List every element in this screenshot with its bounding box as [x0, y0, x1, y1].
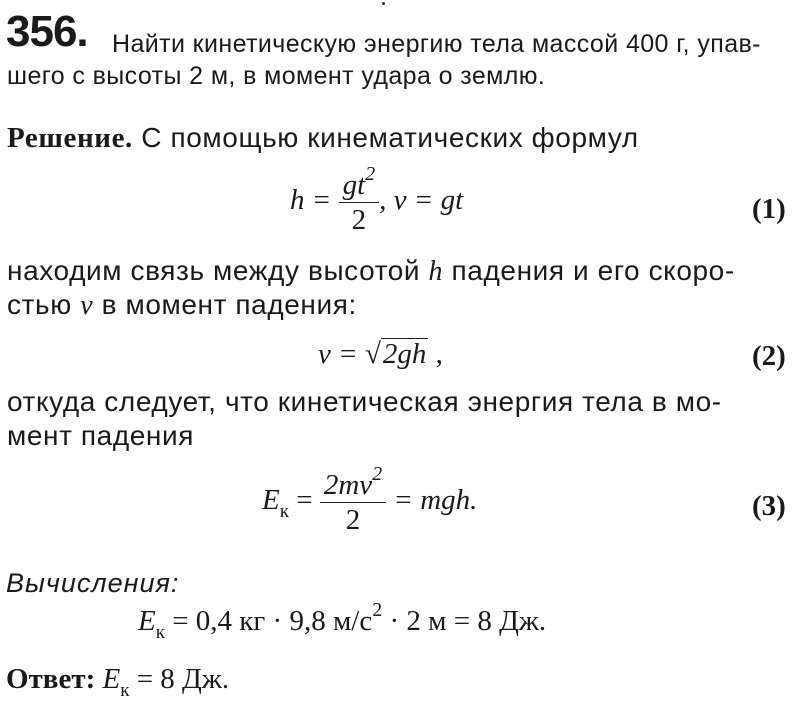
equation-3-number: (3) [752, 490, 786, 522]
calc-E: E [138, 605, 156, 637]
text-after-eq1-c: стью [7, 289, 81, 320]
solution-label: Решение. [7, 122, 133, 154]
equation-3 [262, 463, 478, 536]
problem-statement-line2: шего с высоты 2 м, в момент удара о землю. [7, 62, 546, 90]
eq1-fraction [339, 163, 380, 236]
problem-statement-line1: Найти кинетическую энергию тела массой 400 г, упав- [112, 30, 761, 58]
equation-1 [290, 163, 464, 236]
text-after-eq1-line1 [7, 255, 735, 288]
equation-2-number: (2) [752, 340, 786, 372]
answer-label: Ответ: [6, 663, 96, 695]
solution-intro [7, 122, 639, 155]
text-after-eq2-line1: откуда следует, что кинетическая энергия тела в мо- [7, 386, 722, 417]
answer-E: E [102, 663, 121, 695]
eq1-rest: , v = gt [379, 184, 464, 217]
sqrt-icon: √ [364, 338, 381, 370]
eq3-denominator: 2 [345, 504, 361, 536]
answer [6, 663, 230, 701]
answer-value: = 8 Дж. [129, 663, 230, 695]
eq3-rest: = mgh. [393, 484, 478, 517]
calc-expr-a: = 0,4 кг · 9,8 м/с [164, 605, 373, 637]
eq3-numerator [320, 463, 386, 503]
problem-number: 356. [6, 7, 88, 56]
eq3-sub: к [279, 501, 289, 523]
text-after-eq1-line2 [7, 289, 357, 322]
eq3-lhs [262, 484, 289, 523]
text-after-eq2-line2: мент падения [7, 420, 194, 451]
equation-2 [318, 338, 443, 371]
text-after-eq1-b: падения и его скоро- [443, 255, 735, 286]
var-v: v [80, 290, 94, 321]
calculation-expression [138, 599, 547, 643]
calculation-label: Вычисления: [6, 568, 180, 598]
calc-sup: 2 [372, 599, 383, 621]
eq2-lhs: v = [318, 338, 365, 370]
eq3-num-sup: 2 [372, 463, 383, 485]
eq1-num-sup: 2 [365, 163, 376, 185]
answer-sub: к [120, 680, 130, 701]
text-after-eq1-d: в момент падения: [93, 289, 357, 320]
eq3-E: E [262, 484, 280, 517]
text-after-eq1-a: находим связь между высотой [7, 255, 429, 286]
equation-1-number: (1) [752, 193, 786, 225]
eq1-denominator: 2 [351, 204, 367, 236]
page-speck [382, 2, 385, 5]
eq1-lhs: h = [290, 184, 332, 217]
eq2-rest: , [428, 338, 443, 370]
var-h: h [428, 256, 444, 287]
eq3-num-text: 2mv [323, 469, 373, 501]
eq1-num-text: gt [342, 169, 366, 201]
eq3-fraction [320, 463, 386, 536]
calc-expr-b: · 2 м = 8 Дж. [382, 605, 547, 637]
eq1-numerator [339, 163, 380, 203]
eq3-equals: = [288, 484, 313, 517]
eq2-radicand: 2gh [382, 338, 427, 370]
calc-sub: к [155, 622, 165, 643]
solution-intro-text: С помощью кинематических формул [132, 122, 639, 153]
